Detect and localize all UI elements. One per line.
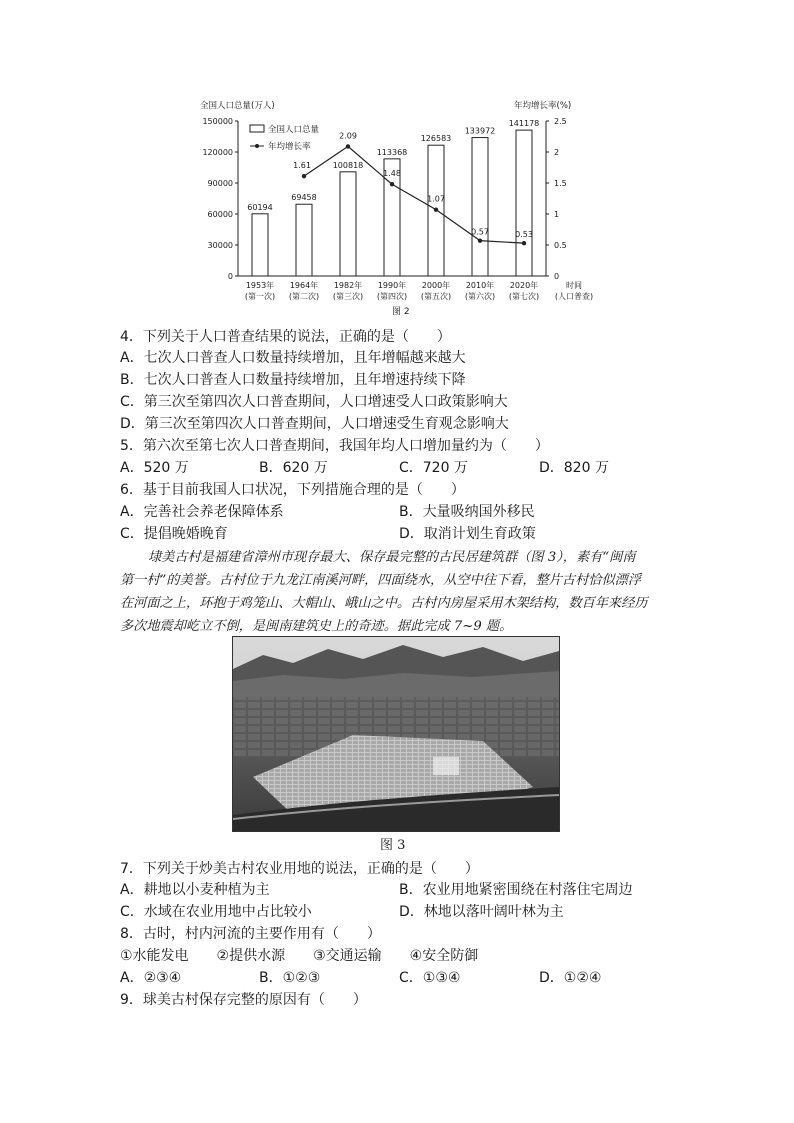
q6-option-c[interactable]: C．提倡晚婚晚育	[120, 526, 228, 542]
legend-line-marker	[255, 144, 259, 148]
passage-line: 第一村”的美誉。古村位于九龙江南溪河畔，四面绕水，从空中往下看，整片古村恰似漂浮	[120, 573, 642, 588]
q8-option-b[interactable]: B．①②③	[259, 970, 321, 986]
growth-rate-point	[522, 241, 526, 245]
growth-rate-point	[346, 144, 350, 148]
x-tick-sub-label: (第二次)	[288, 292, 320, 301]
y-right-tick-label: 2.5	[554, 117, 567, 126]
x-tick-sub-label: (第三次)	[332, 292, 364, 301]
passage-line: 在河面之上，环抱于鸡笼山、大帽山、峨山之中。古村内房屋采用木架结构，数百年来经历	[120, 596, 648, 611]
x-tick-sub-label: (第七次)	[508, 292, 540, 301]
q5-option-a[interactable]: A．520 万	[120, 460, 189, 476]
y-left-tick-label: 30000	[207, 241, 233, 250]
y-right-tick-label: 0.5	[554, 241, 567, 250]
q5-option-c[interactable]: C．720 万	[399, 460, 468, 476]
growth-rate-value-label: 0.53	[515, 230, 533, 240]
legend-line-label: 年均增长率	[268, 142, 311, 152]
y-left-tick-label: 120000	[202, 148, 233, 157]
population-bar-value-label: 60194	[247, 202, 273, 212]
population-bar	[472, 138, 488, 276]
growth-rate-value-label: 1.61	[293, 161, 311, 171]
q8-stem: 8．古时，村内河流的主要作用有（ ）	[120, 926, 381, 942]
population-census-chart	[196, 96, 616, 318]
growth-rate-point	[434, 207, 438, 211]
population-bar-value-label: 141178	[508, 119, 540, 129]
q8-option-d[interactable]: D．①②④	[539, 970, 602, 986]
population-bar-value-label: 100818	[332, 160, 364, 170]
q6-option-d[interactable]: D．取消计划生育政策	[399, 526, 536, 542]
q9-stem: 9．球美古村保存完整的原因有（ ）	[120, 992, 367, 1008]
x-tick-sub-label: (第四次)	[376, 292, 408, 301]
q8-option-c[interactable]: C．①③④	[399, 970, 461, 986]
growth-rate-value-label: 1.48	[383, 169, 401, 179]
q7-stem: 7．下列关于炒美古村农业用地的说法，正确的是（ ）	[120, 861, 479, 877]
x-tick-label: 1982年	[333, 281, 363, 290]
passage-line: 埭美古村是福建省漳州市现存最大、保存最完整的古民居建筑群（图 3），素有“闽南	[148, 550, 636, 565]
q6-option-a[interactable]: A．完善社会养老保障体系	[120, 504, 284, 520]
y-left-tick-label: 150000	[202, 117, 233, 126]
y-left-tick-label: 0	[227, 272, 233, 281]
growth-rate-point	[478, 238, 482, 242]
x-tick-label: 1953年	[245, 281, 275, 290]
x-tick-sub-label: (第五次)	[420, 292, 452, 301]
legend-bar-swatch	[250, 125, 264, 132]
growth-rate-point	[302, 174, 306, 178]
q4-option-c[interactable]: C．第三次至第四次人口普查期间，人口增速受人口政策影响大	[120, 394, 508, 410]
x-tick-sub-label: (第一次)	[244, 292, 276, 301]
q4-option-d[interactable]: D．第三次至第四次人口普查期间，人口增速受生育观念影响大	[120, 416, 509, 432]
population-bar-value-label: 126583	[420, 134, 452, 144]
y-left-tick-label: 60000	[207, 210, 233, 219]
q7-option-c[interactable]: C．水域在农业用地中占比较小	[120, 904, 312, 920]
x-tick-sub-label: (第六次)	[464, 292, 496, 301]
y-right-axis-label: 年均增长率(%)	[514, 101, 572, 111]
y-right-tick-label: 0	[554, 272, 560, 281]
chart-caption: 图 2	[392, 307, 410, 317]
population-bar-value-label: 69458	[291, 193, 317, 203]
growth-rate-value-label: 2.09	[339, 131, 357, 141]
q7-option-d[interactable]: D．林地以落叶阔叶林为主	[399, 904, 564, 920]
population-bar	[340, 172, 356, 276]
x-tick-label: 2020年	[509, 281, 539, 290]
population-bar	[516, 130, 532, 276]
q4-option-a[interactable]: A．七次人口普查人口数量持续增加，且年增幅越来越大	[120, 350, 466, 366]
population-bar	[252, 214, 268, 276]
growth-rate-value-label: 1.07	[427, 194, 445, 204]
passage	[120, 546, 680, 638]
q4-stem: 4．下列关于人口普查结果的说法，正确的是（ ）	[120, 329, 451, 345]
x-tick-label: 2010年	[465, 281, 495, 290]
aerial-village-photo	[232, 636, 560, 832]
x-tick-label: 2000年	[421, 281, 451, 290]
q5-option-b[interactable]: B．620 万	[259, 460, 328, 476]
q6-option-b[interactable]: B．大量吸纳国外移民	[399, 504, 535, 520]
population-bar	[296, 204, 312, 276]
growth-rate-value-label: 0.57	[471, 227, 489, 237]
y-right-tick-label: 1.5	[554, 179, 567, 188]
y-left-tick-label: 90000	[207, 179, 233, 188]
y-right-tick-label: 1	[554, 210, 560, 219]
q7-option-b[interactable]: B．农业用地紧密围绕在村落住宅周边	[399, 882, 633, 898]
q5-option-d[interactable]: D．820 万	[539, 460, 609, 476]
q8-option-a[interactable]: A．②③④	[120, 970, 182, 986]
legend-bar-label: 全国人口总量	[268, 125, 320, 135]
x-axis-end-sub-label: (人口普查)	[554, 292, 594, 301]
q6-stem: 6．基于目前我国人口状况，下列措施合理的是（ ）	[120, 482, 465, 498]
x-tick-label: 1964年	[289, 281, 319, 290]
passage-line: 多次地震却屹立不倒，是闽南建筑史上的奇迹。据此完成 7~9 题。	[120, 619, 513, 634]
growth-rate-point	[390, 182, 394, 186]
y-left-axis-label: 全国人口总量(万人)	[200, 101, 275, 111]
q8-items: ①水能发电 ②提供水源 ③交通运输 ④安全防御	[120, 948, 479, 964]
x-axis-end-label: 时间	[566, 281, 582, 290]
q7-option-a[interactable]: A．耕地以小麦种植为主	[120, 882, 270, 898]
fig3-caption: 图 3	[380, 838, 406, 853]
y-right-tick-label: 2	[554, 148, 560, 157]
x-tick-label: 1990年	[377, 281, 407, 290]
q4-option-b[interactable]: B．七次人口普查人口数量持续增加，且年增速持续下降	[120, 372, 466, 388]
population-bar-value-label: 113368	[376, 147, 408, 157]
q5-stem: 5．第六次至第七次人口普查期间，我国年均人口增加量约为（ ）	[120, 438, 549, 454]
population-bar-value-label: 133972	[464, 126, 496, 136]
